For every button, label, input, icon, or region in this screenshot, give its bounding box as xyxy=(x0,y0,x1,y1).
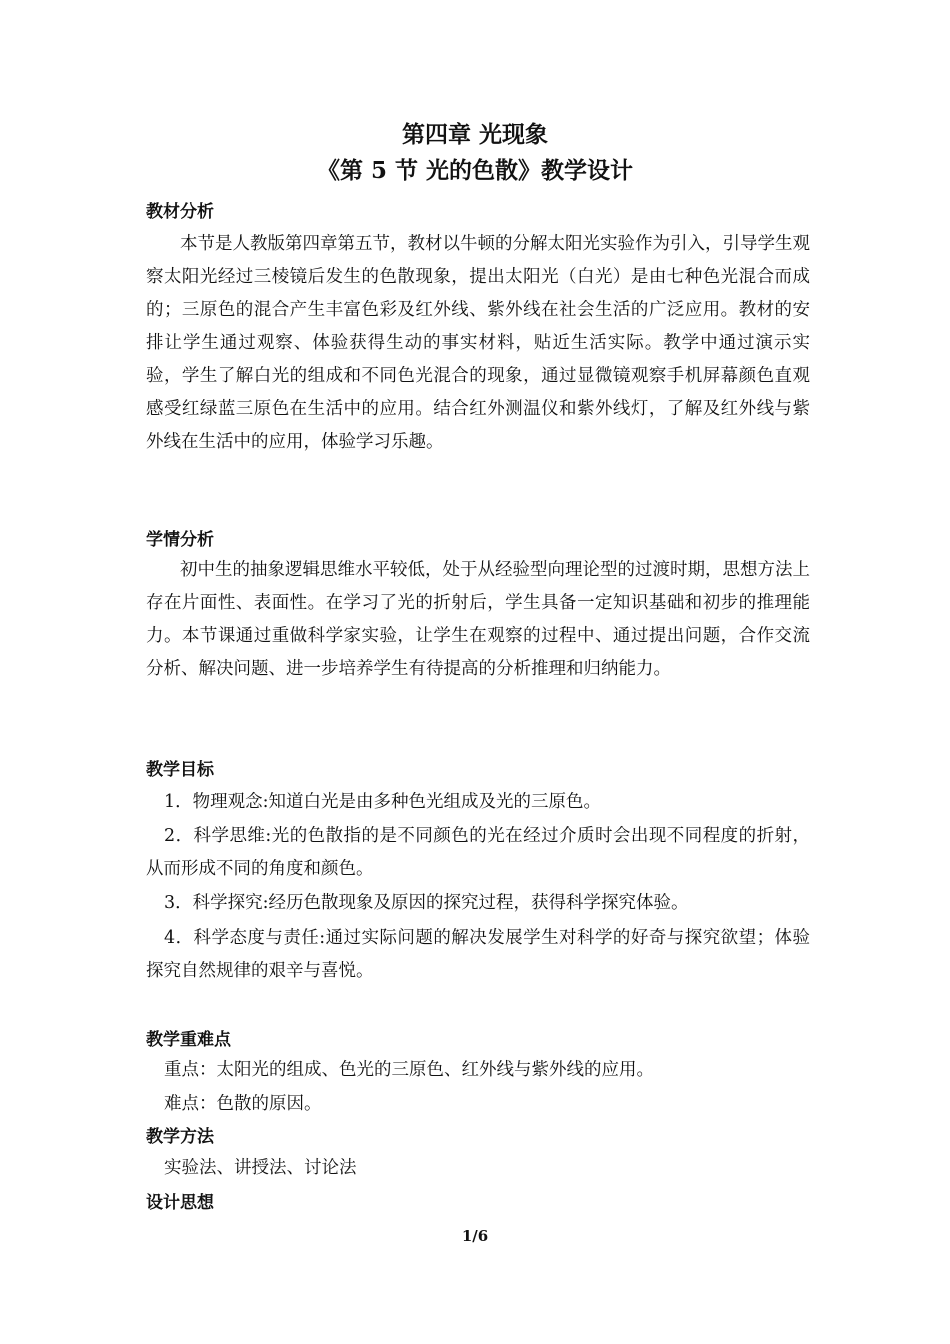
teaching-methods-text: 实验法、讲授法、讨论法 xyxy=(164,1158,357,1178)
goal-item: 1．物理观念:知道白光是由多种色光组成及光的三原色。 xyxy=(164,792,602,812)
material-analysis-heading: 教材分析 xyxy=(146,202,214,222)
goal-item: 3．科学探究:经历色散现象及原因的探究过程，获得科学探究体验。 xyxy=(164,893,689,913)
key-point-focus: 重点：太阳光的组成、色光的三原色、红外线与紫外线的应用。 xyxy=(164,1060,654,1080)
material-analysis-text: 本节是人教版第四章第五节，教材以牛顿的分解太阳光实验作为引入，引导学生观察太阳光经过三棱镜后发生的色散现象，提出太阳光（白光）是由七种色光混合而成的；三原色的混合产生丰富色彩及红外线、紫外线在社会生活的广泛应用。教材的安排让学生通过观察、体验获得生动的事实材料，贴近生活实际。教学中通过演示实验，学生了解白光的组成和不同色光混合的现象，通过显微镜观察手机屏幕颜色直观感受红绿蓝三原色在生活中的应用。结合红外测温仪和紫外线灯，了解及红外线与紫外线在生活中的应用，体验学习乐趣。 xyxy=(146,234,810,452)
key-point-difficulty: 难点：色散的原因。 xyxy=(164,1094,322,1114)
teaching-methods-heading: 教学方法 xyxy=(146,1127,214,1147)
chapter-title: 第四章 光现象 xyxy=(401,121,548,148)
page-number xyxy=(0,1226,950,1246)
current-page: 1 xyxy=(461,1227,473,1245)
page-separator: / xyxy=(472,1227,478,1245)
lesson-title: 《第 5 节 光的色散》教学设计 xyxy=(316,157,634,184)
goal-item: 4．科学态度与责任:通过实际问题的解决发展学生对科学的好奇与探究欲望；体验探究自然规律的艰辛与喜悦。 xyxy=(146,928,810,981)
goal-item: 2．科学思维:光的色散指的是不同颜色的光在经过介质时会出现不同程度的折射，从而形成不同的角度和颜色。 xyxy=(146,826,810,879)
student-analysis-heading: 学情分析 xyxy=(146,530,214,550)
design-thinking-heading: 设计思想 xyxy=(146,1193,214,1213)
teaching-goals-heading: 教学目标 xyxy=(146,760,214,780)
total-pages: 6 xyxy=(477,1227,489,1245)
student-analysis-text: 初中生的抽象逻辑思维水平较低，处于从经验型向理论型的过渡时期，思想方法上存在片面性、表面性。在学习了光的折射后，学生具备一定知识基础和初步的推理能力。本节课通过重做科学家实验，让学生在观察的过程中、通过提出问题，合作交流分析、解决问题、进一步培养学生有待提高的分析推理和归纳能力。 xyxy=(146,560,810,679)
key-points-heading: 教学重难点 xyxy=(146,1030,231,1050)
